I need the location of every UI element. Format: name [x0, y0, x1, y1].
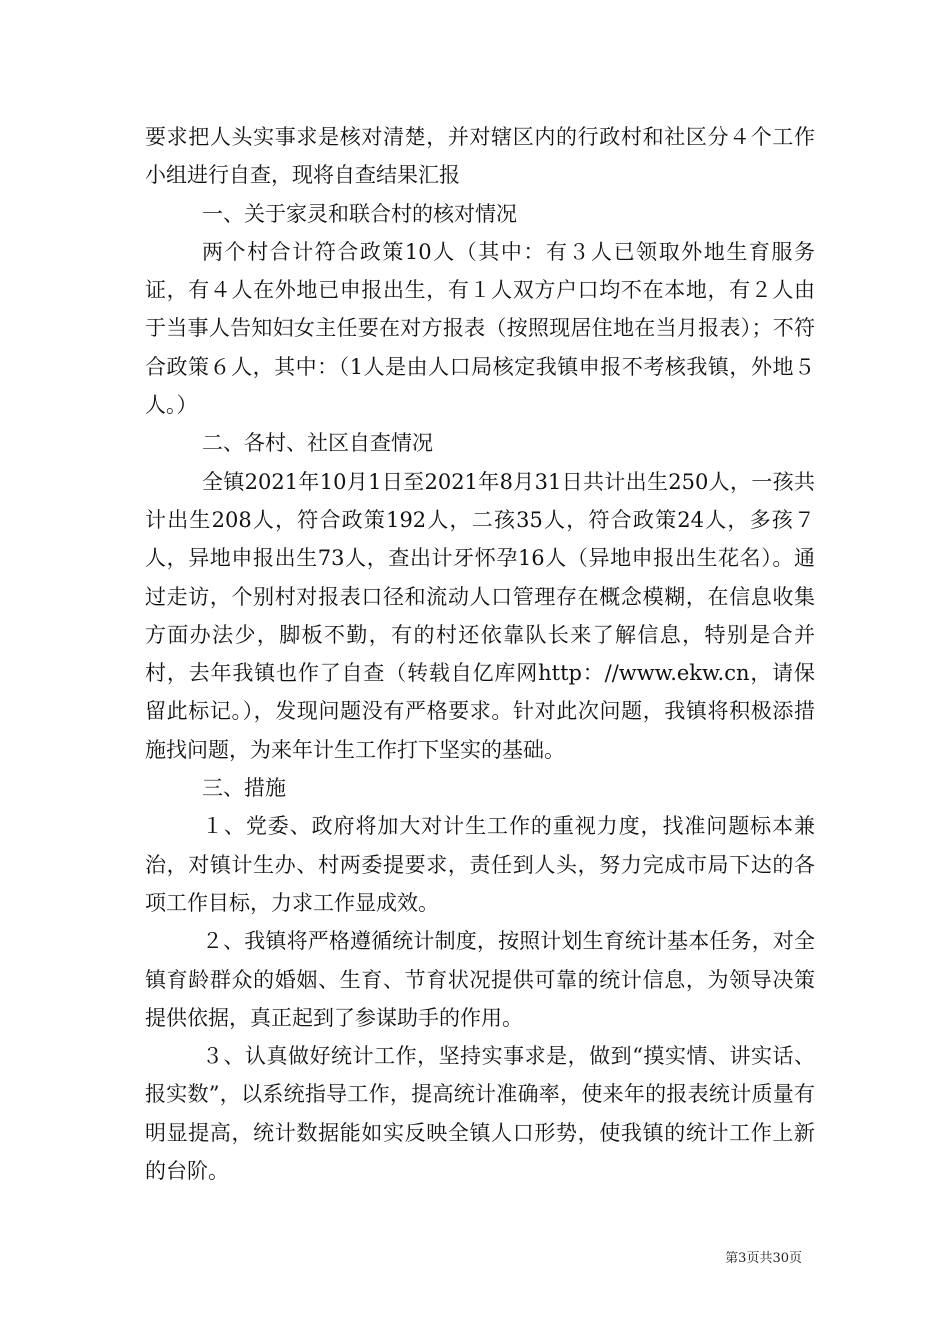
paragraph-verification: 两个村合计符合政策10人（其中：有３人已领取外地生育服务证，有４人在外地已申报出生，有１人双方户口均不在本地，有２人由于当事人告知妇女主任要在对方报表（按照现居住地在当月报表）；不符合政策６人，其中：（1人是由人口局核定我镇申报不考核我镇，外地５人。）	[145, 239, 815, 418]
section-heading-1: 一、关于家灵和联合村的核对情况	[202, 201, 517, 226]
paragraph-intro: 要求把人头实事求是核对清楚，并对辖区内的行政村和社区分４个工作小组进行自查，现将自查结果汇报	[145, 125, 815, 188]
section-heading-2: 二、各村、社区自查情况	[202, 431, 433, 456]
paragraph-measure-2: ２、我镇将严格遵循统计制度，按照计划生育统计基本任务，对全镇育龄群众的婚姻、生育、节育状况提供可靠的统计信息，为领导决策提供依据，真正起到了参谋助手的作用。	[145, 929, 815, 1030]
paragraph-self-check: 全镇2021年10月1日至2021年8月31日共计出生250人，一孩共计出生208人，符合政策192人，二孩35人，符合政策24人，多孩７人，异地申报出生73人，查出计牙怀孕16人（异地申报出生花名）。通过走访，个别村对报表口径和流动人口管理存在概念模糊，在信息收集方面办法少，脚板不勤，有的村还依靠队长来了解信息，特别是合并村，去年我镇也作了自查（转载自亿库网http：//www.ekw.cn，请保留此标记。），发现问题没有严格要求。针对此次问题，我镇将积极添措施找问题，为来年计生工作打下坚实的基础。	[145, 469, 815, 762]
page-number-footer: 第3页共30页	[725, 1251, 802, 1266]
paragraph-measure-1: １、党委、政府将加大对计生工作的重视力度，找准问题标本兼治，对镇计生办、村两委提要求，责任到人头，努力完成市局下达的各项工作目标，力求工作显成效。	[145, 814, 815, 915]
section-heading-3: 三、措施	[202, 776, 286, 801]
paragraph-measure-3: ３、认真做好统计工作，坚持实事求是，做到“摸实情、讲实话、报实数”，以系统指导工作，提高统计准确率，使来年的报表统计质量有明显提高，统计数据能如实反映全镇人口形势，使我镇的统计工作上新的台阶。	[145, 1044, 815, 1184]
document-body	[145, 118, 815, 1190]
